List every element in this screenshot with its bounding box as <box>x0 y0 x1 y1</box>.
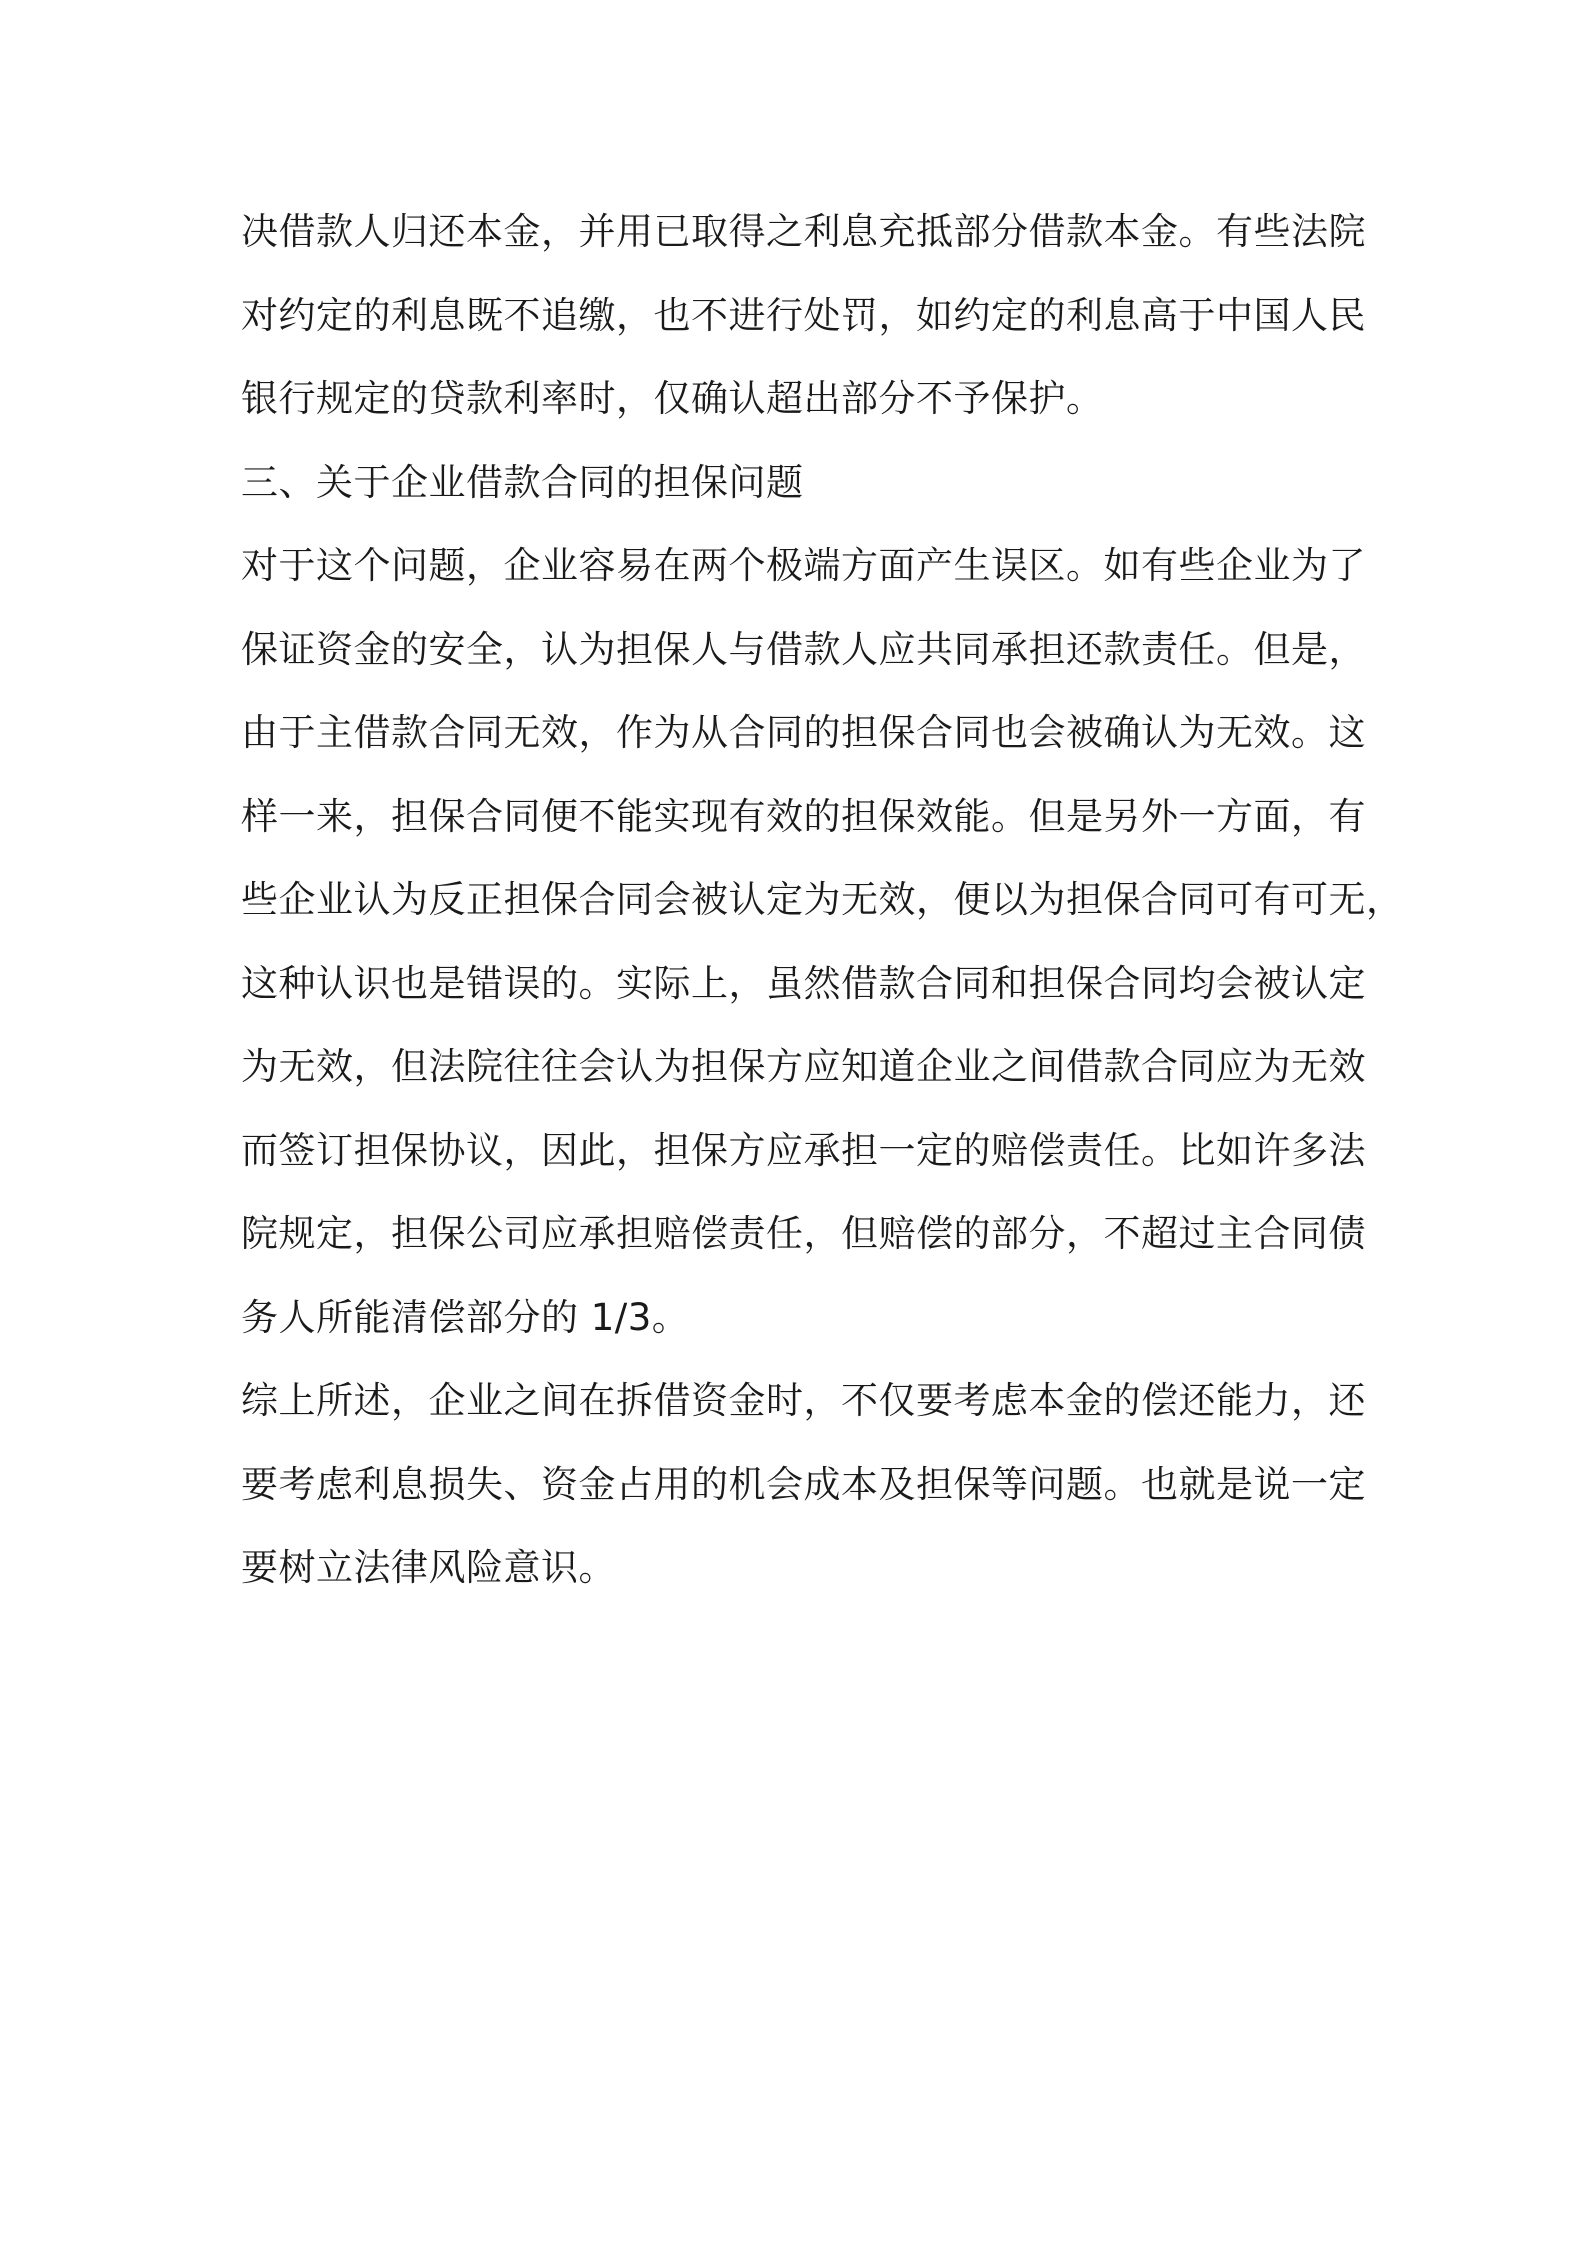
text-line: 对于这个问题，企业容易在两个极端方面产生误区。如有些企业为了 <box>241 544 1366 587</box>
text-line: 银行规定的贷款利率时，仅确认超出部分不予保护。 <box>241 377 1104 420</box>
text-line: 些企业认为反正担保合同会被认定为无效，便以为担保合同可有可无， <box>241 878 1404 921</box>
text-line: 决借款人归还本金，并用已取得之利息充抵部分借款本金。有些法院 <box>241 210 1366 253</box>
text-line: 要树立法律风险意识。 <box>241 1546 616 1589</box>
text-line: 要考虑利息损失、资金占用的机会成本及担保等问题。也就是说一定 <box>241 1462 1366 1506</box>
section-heading: 三、关于企业借款合同的担保问题 <box>241 460 804 504</box>
text-line: 这种认识也是错误的。实际上，虽然借款合同和担保合同均会被认定 <box>241 961 1366 1005</box>
text-line: 综上所述，企业之间在拆借资金时，不仅要考虑本金的偿还能力，还 <box>241 1379 1366 1422</box>
text-line: 样一来，担保合同便不能实现有效的担保效能。但是另外一方面，有 <box>241 794 1366 838</box>
text-line: 由于主借款合同无效，作为从合同的担保合同也会被确认为无效。这 <box>241 711 1366 754</box>
text-line: 务人所能清偿部分的 1/3。 <box>241 1295 690 1339</box>
document-body <box>241 190 1404 1610</box>
text-line: 保证资金的安全，认为担保人与借款人应共同承担还款责任。但是， <box>241 627 1366 671</box>
text-line: 对约定的利息既不追缴，也不进行处罚，如约定的利息高于中国人民 <box>241 293 1366 337</box>
text-line: 而签订担保协议，因此，担保方应承担一定的赔偿责任。比如许多法 <box>241 1128 1366 1172</box>
text-line: 院规定，担保公司应承担赔偿责任，但赔偿的部分，不超过主合同债 <box>241 1212 1366 1255</box>
text-line: 为无效，但法院往往会认为担保方应知道企业之间借款合同应为无效 <box>241 1045 1366 1088</box>
